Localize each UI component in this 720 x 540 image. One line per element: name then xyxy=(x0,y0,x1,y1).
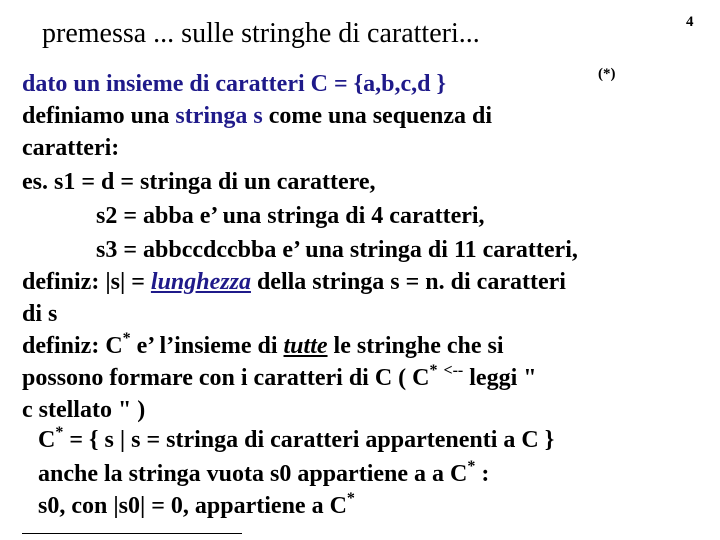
page-number: 4 xyxy=(686,14,694,30)
text-segment: come una sequenza di xyxy=(262,103,493,129)
line-empty-string xyxy=(38,458,490,487)
footnote-divider xyxy=(22,533,242,534)
line-set-definition xyxy=(22,72,446,96)
line-example-2: s2 = abba e’ una stringa di 4 caratteri, xyxy=(96,203,485,229)
term-lunghezza: lunghezza xyxy=(150,269,251,295)
line-kleene-set xyxy=(38,424,555,453)
star-superscript: * xyxy=(429,362,438,379)
text-segment: leggi " xyxy=(463,365,537,391)
text-segment: le stringhe che si xyxy=(327,333,504,359)
line-example-3: s3 = abbccdccbba e’ una stringa di 11 caratteri, xyxy=(96,237,578,263)
line-kleene-definition xyxy=(22,330,504,359)
text-segment: definiz: C xyxy=(22,333,123,359)
arrow-superscript: <-- xyxy=(443,362,464,379)
text-segment: definiamo una xyxy=(22,103,176,129)
line-caratteri: caratteri: xyxy=(22,135,120,161)
line-c-stellato: c stellato " ) xyxy=(22,397,146,423)
line-example-1: es. s1 = d = stringa di un carattere, xyxy=(22,169,376,195)
star-superscript: * xyxy=(55,424,64,441)
term-tutte: tutte xyxy=(283,333,328,359)
line-length-definition xyxy=(22,270,566,294)
page-title: premessa ... sulle stringhe di caratteri... xyxy=(42,18,480,49)
text-segment: e’ l’insieme di xyxy=(130,333,284,359)
text-segment: C xyxy=(38,427,56,453)
star-superscript: * xyxy=(346,490,355,507)
line-s0-length xyxy=(38,490,355,519)
text-segment: possono formare con i caratteri di C ( C xyxy=(22,365,430,391)
line-possono-formare xyxy=(22,362,537,391)
line-di-s: di s xyxy=(22,301,58,327)
text-segment: anche la stringa vuota s0 appartiene a a C xyxy=(38,461,468,487)
text-segment: : xyxy=(475,461,490,487)
text-segment: s0, con |s0| = 0, appartiene a C xyxy=(38,493,347,519)
term-stringa: stringa s xyxy=(175,103,263,129)
text-segment: della stringa s = n. di caratteri xyxy=(250,269,566,295)
set-definition-text: dato un insieme di caratteri C = {a,b,c,d } xyxy=(22,71,446,97)
footnote-marker: (*) xyxy=(598,66,616,82)
text-segment: definiz: |s| = xyxy=(22,269,151,295)
line-string-definition xyxy=(22,104,492,128)
star-superscript: * xyxy=(467,458,476,475)
star-superscript: * xyxy=(122,330,131,347)
text-segment: = { s | s = stringa di caratteri appartenenti a C } xyxy=(63,427,555,453)
